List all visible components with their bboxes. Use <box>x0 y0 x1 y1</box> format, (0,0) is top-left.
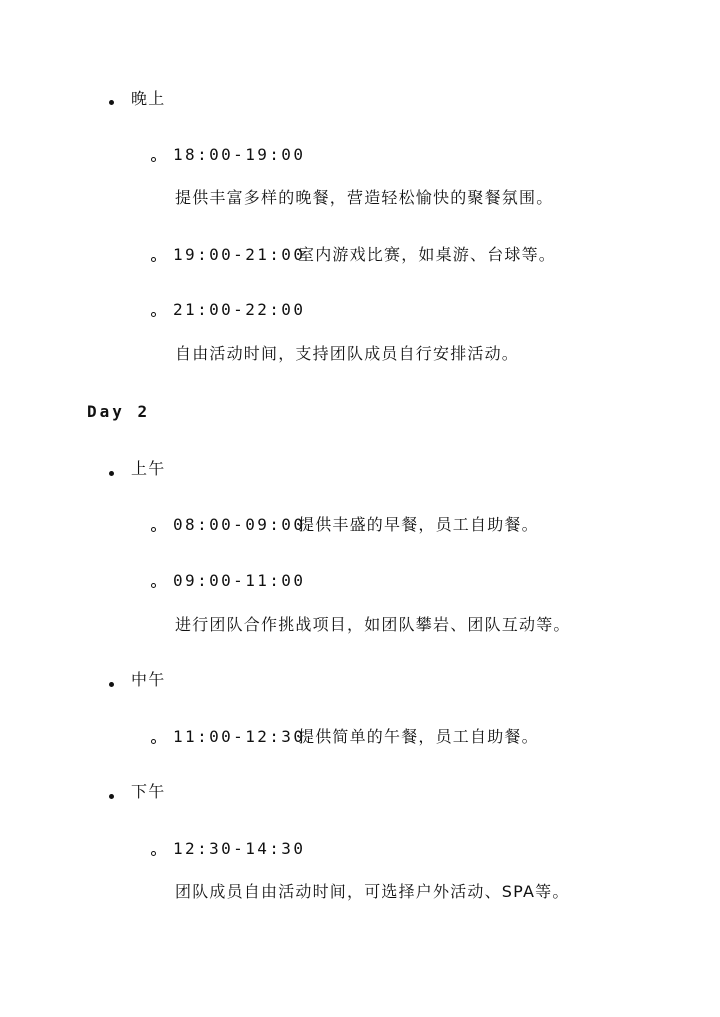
sub-bullet <box>151 312 156 317</box>
day-heading: Day 2 <box>87 402 151 421</box>
activity-description: 提供丰富多样的晚餐，营造轻松愉快的聚餐氛围。 <box>175 188 554 207</box>
time-range: 19:00-21:00 <box>173 245 306 264</box>
period-heading-afternoon: 下午 <box>131 782 166 801</box>
bullet <box>109 794 114 799</box>
time-range: 11:00-12:30 <box>173 727 306 746</box>
sub-bullet <box>151 739 156 744</box>
time-range: 12:30-14:30 <box>173 839 306 858</box>
sub-bullet <box>151 257 156 262</box>
bullet <box>109 471 114 476</box>
activity-description: 进行团队合作挑战项目，如团队攀岩、团队互动等。 <box>175 615 571 634</box>
activity-description: 室内游戏比赛，如桌游、台球等。 <box>298 245 557 264</box>
sub-bullet <box>151 851 156 856</box>
time-range: 09:00-11:00 <box>173 571 306 590</box>
period-heading-evening: 晚上 <box>131 89 166 108</box>
period-heading-morning: 上午 <box>131 459 166 478</box>
activity-description: 提供简单的午餐，员工自助餐。 <box>298 727 539 746</box>
bullet <box>109 100 114 105</box>
time-range: 18:00-19:00 <box>173 145 306 164</box>
activity-description: 提供丰盛的早餐，员工自助餐。 <box>298 515 539 534</box>
bullet <box>109 682 114 687</box>
sub-bullet <box>151 583 156 588</box>
activity-description: 团队成员自由活动时间，可选择户外活动、SPA等。 <box>175 882 570 901</box>
activity-description: 自由活动时间，支持团队成员自行安排活动。 <box>175 344 520 363</box>
sub-bullet <box>151 527 156 532</box>
period-heading-noon: 中午 <box>131 670 166 689</box>
time-range: 08:00-09:00 <box>173 515 306 534</box>
sub-bullet <box>151 157 156 162</box>
time-range: 21:00-22:00 <box>173 300 306 319</box>
